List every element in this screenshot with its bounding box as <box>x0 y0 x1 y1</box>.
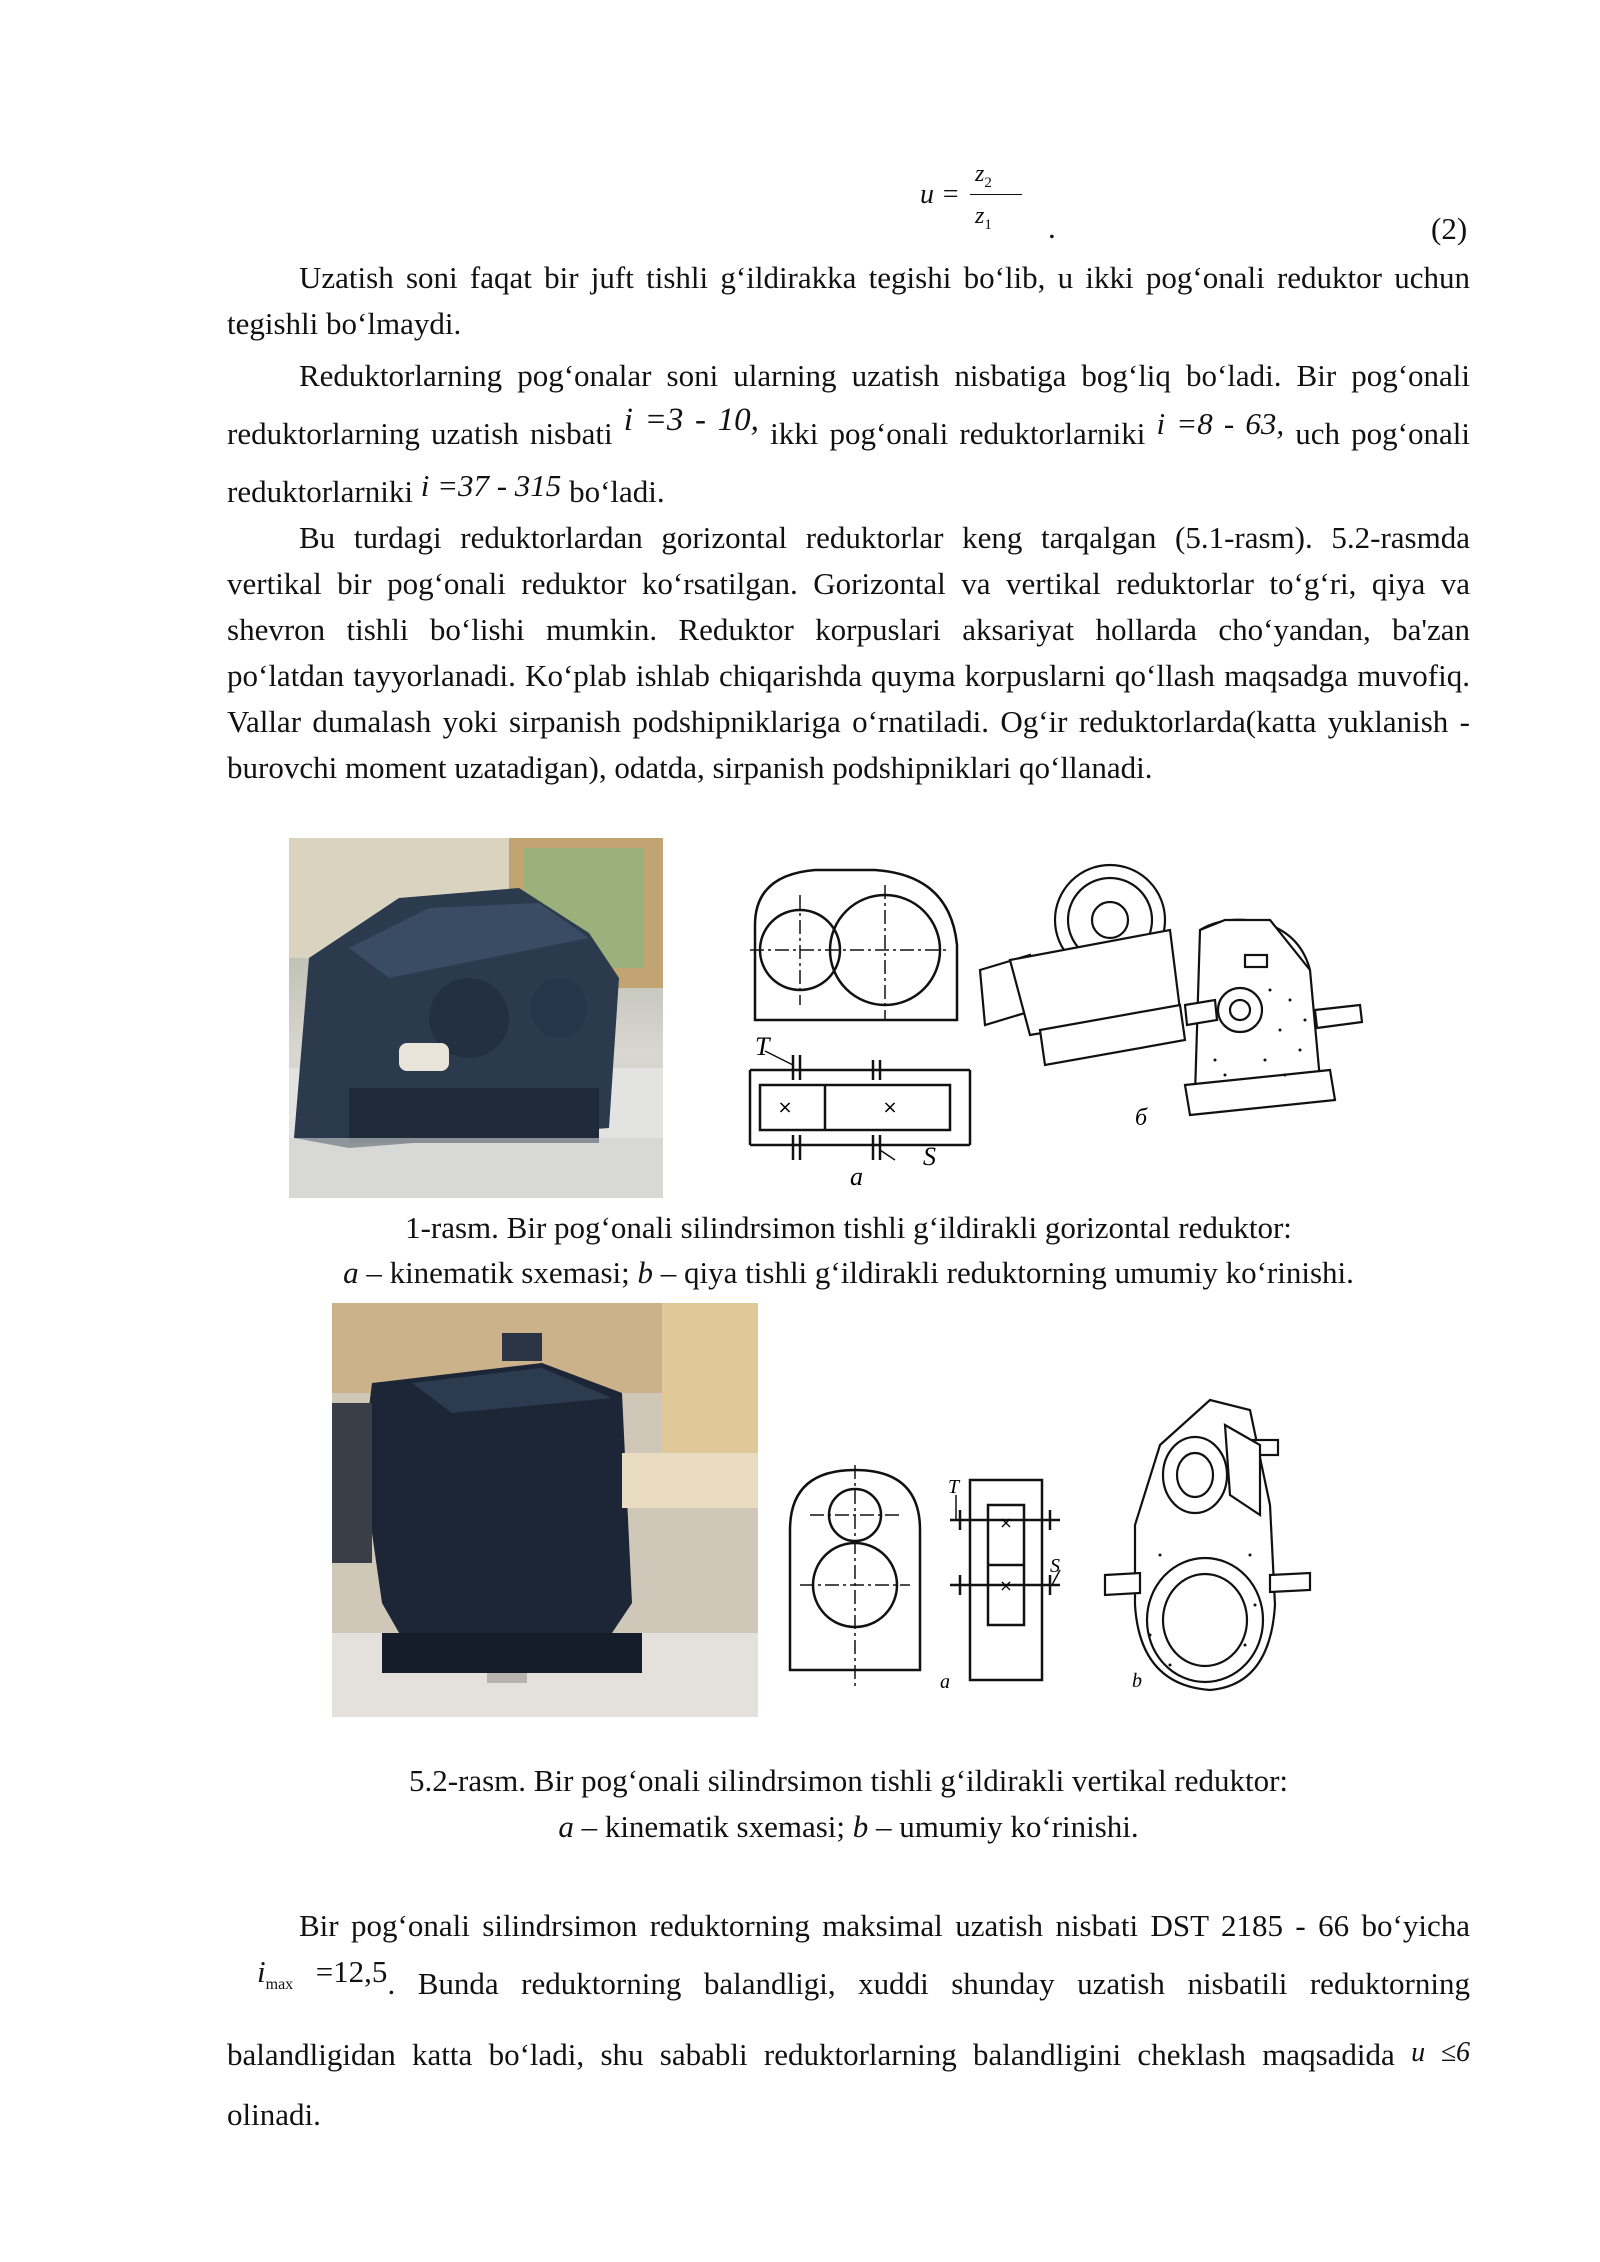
formula-denominator: $z_1$ <box>975 203 992 233</box>
svg-text:×: × <box>777 1097 793 1118</box>
math-i-8-63: i =8 - 63, <box>1156 406 1285 441</box>
label-S: S <box>923 1142 936 1171</box>
label-T: T <box>755 1032 770 1061</box>
formula-lhs: u = <box>920 179 960 210</box>
math-i-37-315: i =37 - 315 <box>420 468 562 503</box>
label-T: T <box>948 1476 960 1498</box>
paragraph-2: Reduktorlarning pog‘onalar soni ularning uzatish nisbatiga bog‘liq bo‘ladi. Bir pog‘onali reduktorlarning uzatish nisbati i =3 - 10, ikki pog‘onali reduktorlarniki i =8 - 63, uch pog‘onali reduktorlarniki i =37 - 315 bo‘ladi. <box>227 358 1470 509</box>
svg-text:×: × <box>999 1576 1013 1595</box>
label-b: б <box>1135 1105 1148 1131</box>
label-b: b <box>1132 1670 1142 1692</box>
figure2-kinematic-diagram <box>780 1460 1100 1740</box>
figure2-caption-line1: 5.2-rasm. Bir pog‘onali silindrsimon tishli g‘ildirakli vertikal reduktor: <box>408 1763 1289 1798</box>
label-a: a <box>940 1671 950 1693</box>
svg-text:×: × <box>882 1097 898 1118</box>
figure2-caption-line2: a – kinematik sxemasi; b – umumiy ko‘rinishi. <box>558 1809 1139 1844</box>
formula-numerator: $z_2$ <box>975 161 992 191</box>
figure2-photo <box>332 1303 758 1717</box>
paragraph-4: Bir pog‘onali silindrsimon reduktorning maksimal uzatish nisbati DST 2185 - 66 bo‘yicha $i_{max} =12,5$. Bunda reduktorning balandligi, xuddi shunday uzatish nisbatili reduktorning balandligidan katta bo‘ladi, shu sababli reduktorlarning balandligini cheklash maqsadida u ≤6 olinadi. <box>227 1908 1470 2133</box>
math-u-le-6: u ≤6 <box>1411 2037 1470 2069</box>
label-a: a <box>850 1162 863 1191</box>
svg-text:×: × <box>999 1513 1013 1532</box>
label-S: S <box>1050 1555 1060 1577</box>
figure1-caption-line1: 1-rasm. Bir pog‘onali silindrsimon tishli g‘ildirakli gorizontal reduktor: <box>405 1210 1292 1245</box>
formula-number: (2) <box>1431 211 1468 246</box>
fraction-bar <box>970 194 1022 195</box>
math-i-3-10: i =3 - 10, <box>623 402 759 438</box>
formula-dot: . <box>1048 210 1056 245</box>
paragraph-1: Uzatish soni faqat bir juft tishli g‘ildirakka tegishi bo‘lib, u ikki pog‘onali reduktor uchun tegishli bo‘lmaydi. <box>227 260 1470 341</box>
formula-u <box>920 161 1040 245</box>
figure2-general-view <box>1100 1385 1350 1705</box>
figure1-photo <box>289 838 663 1198</box>
math-i-max: $i_{max} =12,5$ <box>257 1954 388 1994</box>
figure1-caption-line2: a – kinematik sxemasi; b – qiya tishli g‘ildirakli reduktorning umumiy ko‘rinishi. <box>343 1255 1354 1290</box>
figure1-kinematic-diagram <box>745 855 985 1195</box>
figure1-general-view <box>970 860 1390 1180</box>
paragraph-3: Bu turdagi reduktorlardan gorizontal reduktorlar keng tarqalgan (5.1-rasm). 5.2-rasmda vertikal bir pog‘onali reduktor ko‘rsatilgan. Gorizontal va vertikal reduktorlar to‘g‘ri, qiya va shevron tishli bo‘lishi mumkin. Reduktor korpuslari aksariyat hollarda cho‘yandan, ba'zan po‘latdan tayyorlanadi. Ko‘plab ishlab chiqarishda quyma korpuslarni qo‘llash maqsadga muvofiq. Vallar dumalash yoki sirpanish podshipniklariga o‘rnatiladi. Og‘ir reduktorlarda(katta yuklanish - burovchi moment uzatadigan), odatda, sirpanish podshipniklari qo‘llanadi. <box>227 520 1470 785</box>
